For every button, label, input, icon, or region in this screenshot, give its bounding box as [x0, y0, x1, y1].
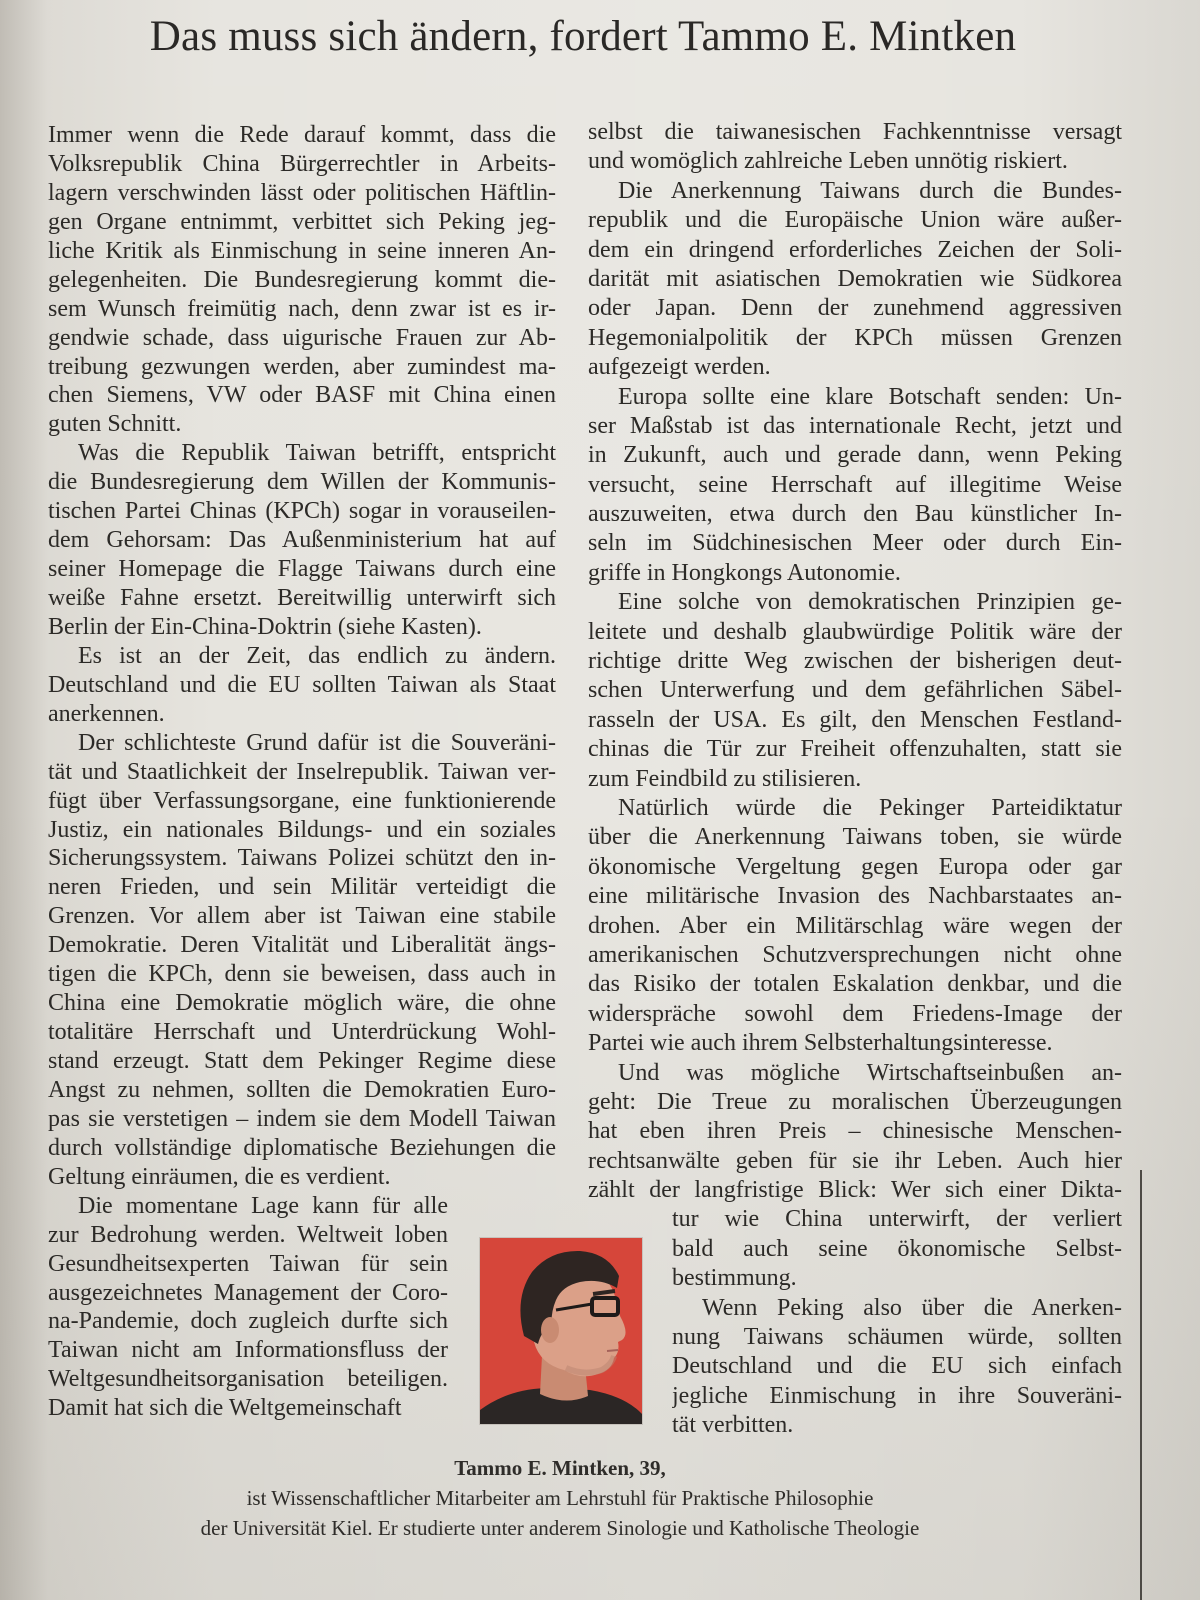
- text-line: Europa sollte eine klare Botschaft senden: Un-: [618, 383, 1122, 410]
- paragraph: [588, 177, 1122, 383]
- text-line: fügt über Verfassungsorgane, eine funktionierende: [48, 787, 556, 814]
- text-line: zählt der langfristige Blick: Wer sich einer Dikta-: [588, 1177, 1122, 1204]
- text-line: widerspräche sowohl dem Friedens-Image der: [588, 1000, 1122, 1027]
- text-line: lagern verschwinden lässt oder politischen Häftlin-: [48, 179, 556, 206]
- text-line: na-Pandemie, doch zugleich durfte sich: [48, 1308, 448, 1335]
- text-line: Deutschland und die EU sich einfach: [672, 1353, 1122, 1380]
- text-line: totalitäre Herrschaft und Unterdrückung Wohl-: [48, 1019, 556, 1046]
- text-line: die Bundesregierung dem Willen der Kommunis-: [48, 469, 556, 496]
- text-line: weiße Fahne ersetzt. Bereitwillig unterwirft sich: [48, 585, 556, 611]
- text-line: Die momentane Lage kann für alle: [78, 1192, 448, 1219]
- text-line: geht: Die Treue zu moralischen Überzeugungen: [588, 1088, 1122, 1115]
- paragraph: [48, 642, 556, 729]
- text-line: ökonomische Vergeltung gegen Europa oder gar: [588, 853, 1122, 880]
- text-line: Berlin der Ein-China-Doktrin (siehe Kasten).: [48, 613, 482, 640]
- text-line: tischen Partei Chinas (KPCh) sogar in vorauseilen-: [48, 498, 556, 525]
- text-line: tät und Staatlichkeit der Inselrepublik. Taiwan ver-: [48, 758, 556, 785]
- text-line: amerikanischen Schutzversprechungen nicht ohne: [588, 941, 1122, 968]
- paragraph: [588, 588, 1122, 794]
- text-line: rasseln der USA. Es gilt, den Menschen Festland-: [588, 706, 1122, 733]
- headline: Das muss sich ändern, fordert Tammo E. Mintken: [149, 13, 1017, 60]
- text-line: aufgezeigt werden.: [588, 354, 771, 381]
- article-column-left: [48, 121, 556, 1423]
- portrait-mouth: [607, 1350, 618, 1351]
- text-line: Immer wenn die Rede darauf kommt, dass die: [48, 122, 556, 148]
- text-line: rechtsanwälte geben für sie ihr Leben. Auch hier: [588, 1147, 1122, 1174]
- text-line: gelegenheiten. Die Bundesregierung kommt die-: [48, 266, 556, 293]
- text-line: bestimmung.: [672, 1265, 797, 1292]
- text-line: durch vollständige diplomatische Beziehungen die: [48, 1134, 556, 1161]
- text-line: seln im Südchinesischen Meer oder durch Ein-: [588, 530, 1122, 557]
- text-line: auszuweiten, etwa durch den Bau künstlicher In-: [588, 501, 1122, 528]
- text-line: darität mit asiatischen Demokratien wie Südkorea: [588, 265, 1122, 292]
- text-line: Taiwan nicht am Informationsfluss der: [48, 1337, 448, 1364]
- text-line: Angst zu nehmen, sollten die Demokratien Euro-: [48, 1076, 556, 1103]
- text-line: Weltgesundheitsorganisation beteiligen.: [48, 1366, 448, 1393]
- text-line: chen Siemens, VW oder BASF mit China einen: [48, 382, 556, 409]
- text-line: griffe in Hongkongs Autonomie.: [588, 559, 901, 586]
- text-line: Der schlichteste Grund dafür ist die Souveräni-: [78, 729, 556, 756]
- paragraph: [588, 383, 1122, 589]
- text-line: Sicherungssystem. Taiwans Polizei schützt den in-: [48, 845, 556, 872]
- text-line: schen Unterwerfung und dem gefährlichen Säbel-: [588, 677, 1122, 704]
- author-bio: [0, 1453, 1120, 1543]
- text-line: tigen die KPCh, denn sie beweisen, dass auch in: [48, 961, 556, 988]
- author-bio-line: der Universität Kiel. Er studierte unter anderem Sinologie und Katholische Theologie: [200, 1516, 920, 1540]
- text-line: oder Japan. Denn der zunehmend aggressiven: [588, 295, 1122, 322]
- paragraph: [48, 729, 556, 1192]
- text-line: ser Maßstab ist das internationale Recht, jetzt und: [588, 412, 1122, 439]
- paragraph: [48, 121, 556, 439]
- text-line: ausgezeichnetes Management der Coro-: [48, 1279, 448, 1306]
- text-line: drohen. Aber ein Militärschlag wäre wegen der: [588, 912, 1122, 939]
- text-line: Partei wie auch ihrem Selbsterhaltungsinteresse.: [588, 1030, 1053, 1057]
- article-column-right: [588, 118, 1122, 1441]
- page-edge-rule: [1140, 1170, 1142, 1600]
- text-line: Justiz, ein nationales Bildungs- und ein soziales: [48, 816, 556, 843]
- text-line: hat eben ihren Preis – chinesische Menschen-: [588, 1118, 1122, 1145]
- author-name: Tammo E. Mintken, 39,: [454, 1456, 666, 1480]
- text-line: zum Feindbild zu stilisieren.: [588, 765, 862, 792]
- text-line: leitete und deshalb glaubwürdige Politik wäre der: [588, 618, 1122, 645]
- text-line: tur wie China unterwirft, der verliert: [672, 1206, 1122, 1233]
- text-line: Gesundheitsexperten Taiwan für sein: [48, 1250, 448, 1277]
- text-line: richtige dritte Weg zwischen der bisherigen deut-: [588, 648, 1122, 675]
- text-line: Und was mögliche Wirtschaftseinbußen an-: [618, 1059, 1122, 1086]
- text-line: Damit hat sich die Weltgemeinschaft: [48, 1395, 402, 1422]
- text-line: anerkennen.: [48, 700, 165, 727]
- text-line: bald auch seine ökonomische Selbst-: [672, 1235, 1122, 1262]
- text-line: Hegemonialpolitik der KPCh müssen Grenzen: [588, 324, 1122, 351]
- author-photo: [480, 1238, 642, 1424]
- text-line: Geltung einräumen, die es verdient.: [48, 1163, 391, 1190]
- text-line: neren Frieden, und sein Militär verteidigt die: [48, 874, 556, 901]
- text-line: seiner Homepage die Flagge Taiwans durch eine: [48, 556, 556, 583]
- paragraph: [588, 1294, 1122, 1441]
- text-line: gendwie schade, dass uigurische Frauen zur Ab-: [48, 324, 556, 351]
- text-line: Die Anerkennung Taiwans durch die Bundes-: [618, 177, 1122, 204]
- text-line: guten Schnitt.: [48, 411, 182, 438]
- text-line: republik und die Europäische Union wäre außer-: [588, 207, 1122, 234]
- text-line: Natürlich würde die Pekinger Parteidiktatur: [618, 794, 1122, 821]
- text-line: in Zukunft, auch und gerade dann, wenn Peking: [588, 442, 1122, 469]
- text-line: Eine solche von demokratischen Prinzipien ge-: [618, 589, 1122, 616]
- text-line: jegliche Einmischung in ihre Souveräni-: [672, 1382, 1122, 1409]
- text-line: zur Bedrohung werden. Weltweit loben: [48, 1221, 448, 1248]
- text-line: Demokratie. Deren Vitalität und Liberalität ängs-: [48, 932, 556, 959]
- text-line: das Risiko der totalen Eskalation denkbar, und die: [588, 971, 1122, 998]
- paragraph: [588, 1059, 1122, 1294]
- text-line: nung Taiwans schäumen würde, sollten: [672, 1324, 1122, 1351]
- portrait-ear: [541, 1317, 559, 1343]
- text-line: Was die Republik Taiwan betrifft, entspricht: [78, 440, 556, 467]
- text-line: chinas die Tür zur Freiheit offenzuhalten, statt sie: [588, 736, 1122, 763]
- text-line: dem ein dringend erforderliches Zeichen der Soli-: [588, 236, 1122, 263]
- text-line: gen Organe entnimmt, verbittet sich Peking jeg-: [48, 208, 556, 235]
- text-line: stand erzeugt. Statt dem Pekinger Regime diese: [48, 1048, 556, 1074]
- text-line: Es ist an der Zeit, das endlich zu ändern.: [78, 642, 556, 669]
- text-line: Deutschland und die EU sollten Taiwan als Staat: [48, 671, 556, 698]
- text-line: Wenn Peking also über die Anerken-: [702, 1294, 1122, 1321]
- text-line: sem Wunsch freimütig nach, denn zwar ist es ir-: [48, 295, 556, 322]
- portrait-image: [480, 1238, 642, 1424]
- text-line: pas sie verstetigen – indem sie dem Modell Taiwan: [48, 1105, 556, 1132]
- text-line: über die Anerkennung Taiwans toben, sie würde: [588, 824, 1122, 851]
- author-bio-line: ist Wissenschaftlicher Mitarbeiter am Lehrstuhl für Praktische Philosophie: [246, 1486, 874, 1510]
- text-line: dem Gehorsam: Das Außenministerium hat auf: [48, 527, 556, 554]
- paragraph: [588, 118, 1122, 177]
- paragraph: [48, 439, 556, 642]
- text-line: treibung gezwungen werden, aber zumindest ma-: [48, 353, 556, 380]
- text-line: Volksrepublik China Bürgerrechtler in Arbeits-: [48, 150, 556, 177]
- text-line: liche Kritik als Einmischung in seine inneren An-: [48, 237, 556, 264]
- text-line: versucht, seine Herrschaft auf illegitime Weise: [588, 471, 1122, 498]
- text-line: China eine Demokratie möglich wäre, die ohne: [48, 990, 556, 1017]
- text-line: Grenzen. Vor allem aber ist Taiwan eine stabile: [48, 903, 556, 930]
- text-line: tät verbitten.: [672, 1412, 794, 1439]
- text-line: selbst die taiwanesischen Fachkenntnisse versagt: [588, 119, 1122, 145]
- paragraph: [588, 794, 1122, 1059]
- text-line: und womöglich zahlreiche Leben unnötig riskiert.: [588, 148, 1068, 175]
- text-line: eine militärische Invasion des Nachbarstaates an-: [588, 883, 1122, 910]
